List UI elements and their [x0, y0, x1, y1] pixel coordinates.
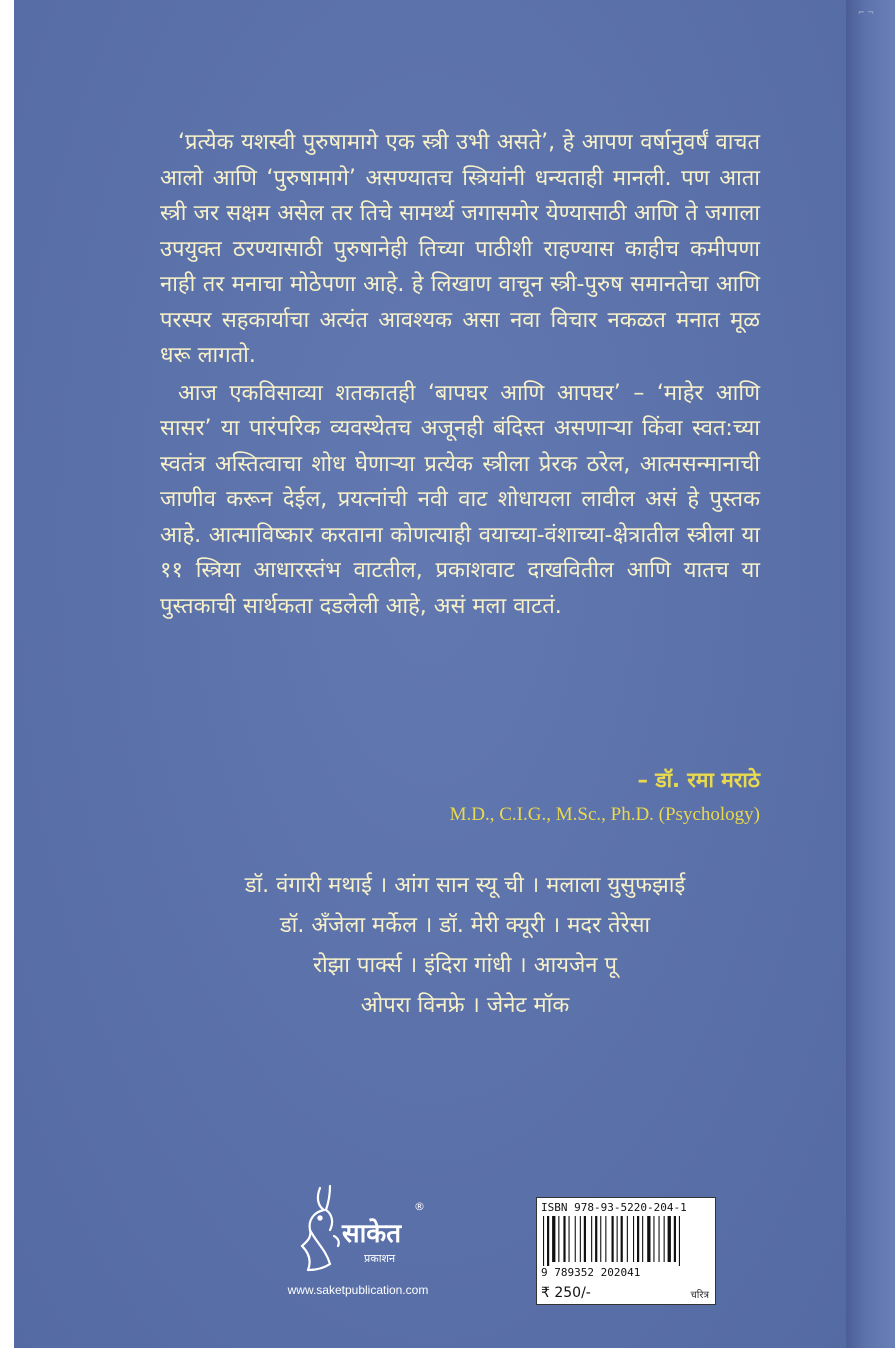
author-credentials: M.D., C.I.G., M.Sc., Ph.D. (Psychology): [449, 804, 760, 825]
blurb-line: आणि यातच या पुस्तकाची सार्थकता दडलेली आहे, असं मला: [160, 558, 760, 619]
blurb-line: पुरुषानेही तिच्या पाठीशी राहण्यास काहीच कमीपणा नाही तर: [160, 236, 760, 297]
barcode-bar: [580, 1216, 581, 1262]
isbn-barcode: [536, 1197, 716, 1285]
barcode-bar: [664, 1216, 665, 1262]
price: ₹ 250/-: [541, 1285, 591, 1301]
barcode-bar: [552, 1216, 555, 1262]
blurb-line: जगासमोर येण्यासाठी आणि ते जगाला उपयुक्त ठरण्यासाठी: [160, 201, 760, 262]
barcode-bar: [679, 1216, 680, 1266]
barcode-bar: [621, 1216, 623, 1262]
barcode-bar: [647, 1216, 650, 1262]
book-category: चरित्र: [690, 1290, 709, 1301]
names-line: रोझा पार्क्स । इंदिरा गांधी । आयजेन पू: [312, 953, 618, 978]
barcode-bar: [642, 1216, 643, 1262]
featured-women-list: [150, 866, 780, 1026]
blurb-line: ‘प्रत्येक यशस्वी पुरुषामागे एक स्त्री उभी असते’, हे आपण: [178, 130, 633, 155]
barcode-bar: [659, 1216, 660, 1262]
blurb-line: स्त्रीला या ११ स्त्रिया आधारस्तंभ वाटतील, प्रकाशवाट दाखवितील: [160, 522, 760, 583]
book-spine: [846, 0, 895, 1348]
blurb-line: आत्माविष्कार करताना कोणत्याही वयाच्या-वंशाच्या-क्षेत्रातील: [208, 522, 680, 548]
names-line: डॉ. अँजेला मर्केल । डॉ. मेरी क्यूरी । मदर तेरेसा: [279, 913, 651, 938]
blurb-text: [160, 125, 760, 624]
barcode-bar: [668, 1216, 671, 1262]
blurb-line: असणाऱ्या किंवा स्वत:च्या स्वतंत्र अस्तित्वाचा शोध घेणाऱ्या: [160, 416, 760, 477]
blurb-line: प्रत्येक स्त्रीला प्रेरक ठरेल, आत्मसन्मानाची जाणीव करून देईल,: [160, 451, 760, 512]
blurb-line: ‘माहेर आणि सासर’ या पारंपरिक व्यवस्थेतच अजूनही बंदिस्त: [160, 380, 760, 441]
blurb-line: धन्यताही मानली. पण आता स्त्री जर सक्षम असेल तर तिचे सामर्थ्य: [160, 165, 760, 226]
registered-mark: ®: [414, 1200, 425, 1213]
price-box: [536, 1284, 716, 1305]
names-line: डॉ. वंगारी मथाई । आंग सान स्यू ची । मलाला युसुफझाई: [244, 873, 686, 898]
barcode-bar: [637, 1216, 639, 1262]
logo-subtext: प्रकाशन: [364, 1252, 396, 1265]
ean-digits: 9 789352 202041: [541, 1266, 641, 1279]
barcode-bars: [543, 1216, 709, 1266]
barcode-bar: [563, 1216, 565, 1262]
blurb-line: प्रयत्नांची नवी वाट शोधायला लावील असं हे पुस्तक आहे.: [160, 487, 760, 548]
barcode-bar: [595, 1216, 597, 1262]
barcode-bar: [591, 1216, 592, 1262]
spine-edge-mark: ⌐ ¬: [858, 8, 874, 17]
logo-wordmark: साकेत: [342, 1219, 402, 1249]
names-line: ओपरा विनफ्रे । जेनेट मॉक: [360, 993, 570, 1018]
publisher-website: www.saketpublication.com: [287, 1283, 429, 1297]
barcode-bar: [558, 1216, 559, 1262]
barcode-bar: [653, 1216, 654, 1262]
publisher-logo: [290, 1180, 430, 1280]
blurb-paragraph-2: [160, 376, 760, 625]
barcode-bar: [584, 1216, 586, 1262]
barcode-bar: [543, 1216, 544, 1266]
barcode-bar: [617, 1216, 618, 1262]
blurb-line: वर्षानुवर्षं वाचत आलो आणि ‘पुरुषामागे’ असण्यातच स्त्रियांनी: [160, 130, 761, 191]
barcode-bar: [612, 1216, 614, 1262]
barcode-bar: [569, 1216, 570, 1262]
author-signature: – डॉ. रमा मराठे: [637, 768, 760, 792]
barcode-bar: [633, 1216, 634, 1262]
barcode-bar: [547, 1216, 549, 1266]
blurb-line: वाटतं.: [513, 593, 562, 619]
barcode-bar: [627, 1216, 628, 1262]
barcode-bar: [674, 1216, 676, 1262]
blurb-line: आणि परस्पर सहकार्याचा अत्यंत आवश्यक असा नवा विचार: [160, 272, 761, 333]
barcode-bar: [600, 1216, 601, 1262]
blurb-line: नकळत मनात मूळ धरू लागतो.: [160, 307, 760, 368]
rabbit-icon: [302, 1186, 339, 1270]
isbn-label: ISBN 978-93-5220-204-1: [541, 1201, 687, 1214]
blurb-line: आज एकविसाव्या शतकातही ‘बापघर आणि आपघर’ –: [178, 380, 645, 406]
blurb-line: मनाचा मोठेपणा आहे. हे लिखाण वाचून स्त्री-पुरुष समानतेचा: [231, 272, 709, 297]
barcode-bar: [605, 1216, 606, 1262]
barcode-bar: [575, 1216, 576, 1262]
blurb-paragraph-1: [160, 125, 760, 374]
